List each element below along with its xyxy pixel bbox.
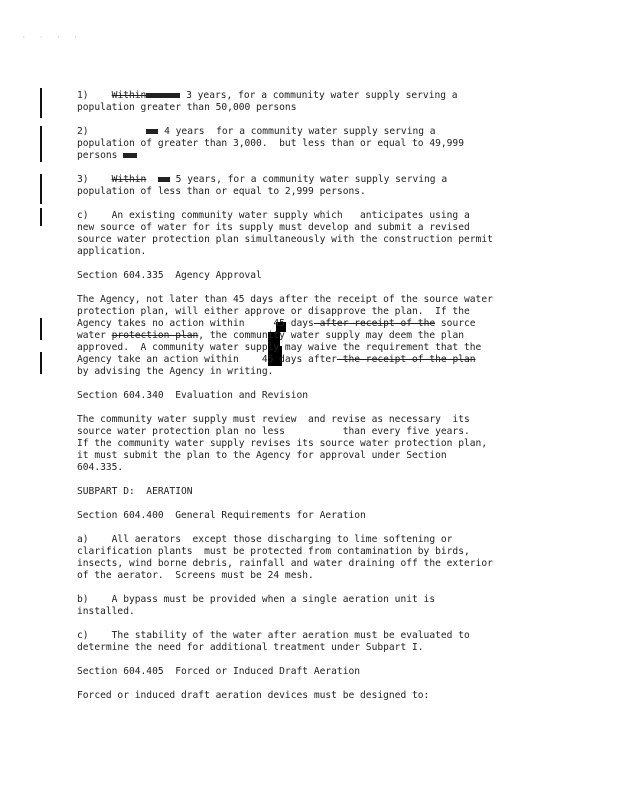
section-heading-400: Section 604.400 General Requirements for Aeration	[77, 510, 366, 521]
revision-bar	[40, 88, 42, 118]
list-item-1: 1) Within 3 years, for a community water supply serving a population greater than 50,000 persons	[77, 90, 458, 113]
paragraph-a: a) All aerators except those discharging to lime softening or clarification plants must be protected from contamination by birds, insects, wind borne debris, rainfall and water draining off the exterior of the aerator. Screens must be 24 mesh.	[77, 534, 493, 581]
section-heading-405: Section 604.405 Forced or Induced Draft Aeration	[77, 666, 361, 677]
revision-bar	[40, 352, 42, 374]
paragraph-b: b) A bypass must be provided when a single aeration unit is installed.	[77, 594, 436, 617]
paragraph-c2: c) The stability of the water after aeration must be evaluated to determine the need for additional treatment under Subpart I.	[77, 630, 470, 653]
paragraph-335: The Agency, not later than 45 days after the receipt of the source water protection plan, will either approve or disapprove the plan. If the Agency takes no action within 45 days after receipt of the source water protection plan, the community water supply may deem the plan approved. A community water supply may waive the requirement that the Agency take an action within 45 days after the receipt of the plan by advising the Agency in writing.	[77, 294, 493, 377]
paragraph-405: Forced or induced draft aeration devices must be designed to:	[77, 690, 430, 701]
revision-bar	[40, 208, 42, 226]
scan-specks: · · · ·	[22, 34, 83, 41]
section-heading-340: Section 604.340 Evaluation and Revision	[77, 390, 309, 401]
list-item-2: 2) 4 years for a community water supply serving a population of greater than 3,000. but less than or equal to 49,999 persons	[77, 126, 464, 161]
section-heading-335: Section 604.335 Agency Approval	[77, 270, 262, 281]
subpart-heading: SUBPART D: AERATION	[77, 486, 193, 497]
paragraph-340: The community water supply must review and revise as necessary its source water protection plan no less than every five years. If the community water supply revises its source water protection plan, it must submit the plan to the Agency for approval under Section 604.335.	[77, 414, 488, 473]
document-body	[77, 90, 547, 702]
revision-bar	[40, 126, 42, 162]
revision-bar	[40, 318, 42, 340]
paragraph-c: c) An existing community water supply which anticipates using a new source of water for its supply must develop and submit a revised source water protection plan simultaneously with the construction permit application.	[77, 210, 493, 257]
list-item-3: 3) Within 5 years, for a community water supply serving a population of less than or equal to 2,999 persons.	[77, 174, 448, 197]
revision-bar	[40, 174, 42, 204]
